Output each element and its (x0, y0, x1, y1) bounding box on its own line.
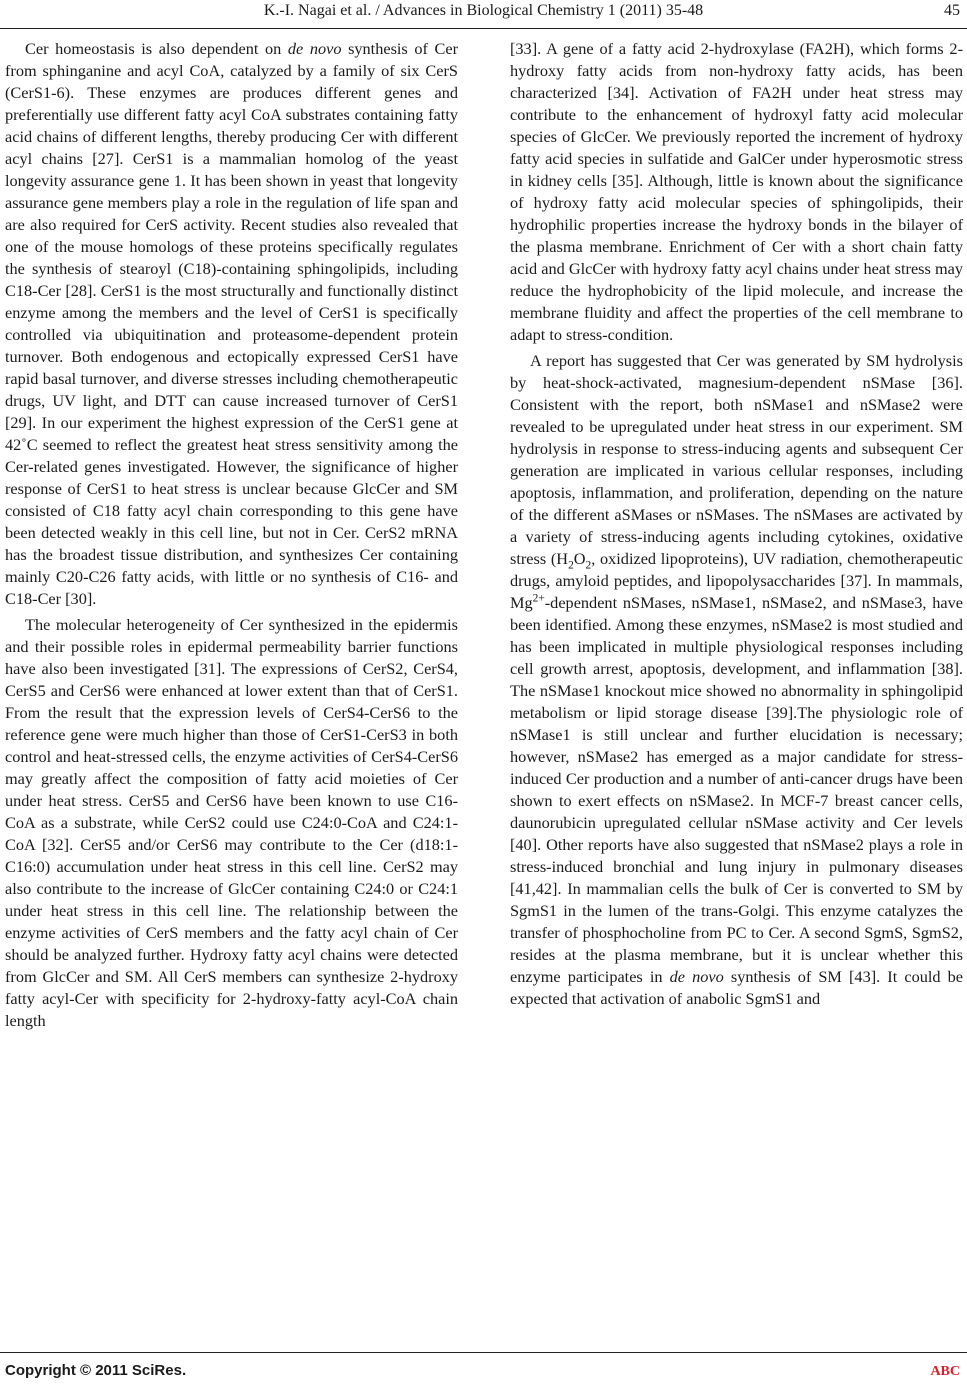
page-header (0, 0, 967, 34)
italic-term: de novo (287, 39, 342, 58)
text-span: -dependent nSMases, nSMase1, nSMase2, and nSMase3, have been identified. Among these enzymes, nSMase2 is most studied and has been implicated in multiple physiological responses including cell growth arrest, apoptosis, development, and inflammation [38]. The nSMase1 knockout mice showed no abnormality in sphingolipid metabolism or lipid storage disease [39].The physiologic role of nSMase1 is still unclear and further elucidation is necessary; however, nSMase2 has emerged as a major candidate for stress-induced Cer production and a number of anti-cancer drugs have been shown to exert effects on nSMase2. In MCF-7 breast cancer cells, daunorubicin upregulated cellular nSMase activity and Cer levels [40]. Other reports have also suggested that nSMase2 plays a role in stress-induced bronchial and lung injury in pulmonary diseases [41,42]. In mammalian cells the bulk of Cer is converted to SM by SgmS1 in the lumen of the trans-Golgi. This enzyme catalyzes the transfer of phosphocholine from PC to Cer. A second SgmS, SgmS2, resides at the plasma membrane, but it is unclear whether this enzyme participates in (510, 593, 963, 986)
header-rule (0, 28, 967, 29)
text-span: synthesis of SM [43]. It could be expected that activation of anabolic SgmS1 and (510, 967, 963, 1008)
subscript: 2 (585, 559, 592, 572)
paragraph-cer-homeostasis (5, 38, 458, 610)
text-span: , oxidized lipoproteins), UV radiation, chemotherapeutic drugs, amyloid peptides, and lipopolysaccharides [37]. In mammals, Mg (510, 549, 963, 612)
paragraph-fa2h: [33]. A gene of a fatty acid 2-hydroxylase (FA2H), which forms 2-hydroxy fatty acids from non-hydroxy fatty acids, has been characterized [34]. Activation of FA2H under heat stress may contribute to the enhancement of hydroxyl fatty acid molecular species of GlcCer. We previously reported the increment of hydroxy fatty acid species in sulfatide and GalCer under hyperosmotic stress in kidney cells [35]. Although, little is known about the significance of hydroxy fatty acid molecular species of sphingolipids, their hydrophilic properties increase the hydroxy bonds in the bilayer of the plasma membrane. Enrichment of Cer with a short chain fatty acid and GlcCer with hydroxy fatty acyl chains under heat stress may reduce the hydrophobicity of the lipid molecule, and increase the membrane fluidity and affect the properties of the cell membrane to adapt to stress-condition. (510, 39, 963, 344)
paragraph-molecular-heterogeneity: The molecular heterogeneity of Cer synthesized in the epidermis and their possible roles in epidermal permeability barrier functions have also been investigated [31]. The expressions of CerS2, CerS4, CerS5 and CerS6 were enhanced at lower extent than that of CerS1. From the result that the expression levels of CerS4-CerS6 to the reference gene were much higher than those of CerS1-CerS3 in both control and heat-stressed cells, the enzyme activities of CerS4-CerS6 may greatly affect the composition of fatty acid moieties of Cer under heat stress. CerS5 and CerS6 have been known to use C16-CoA as a substrate, while CerS2 could use C24:0-CoA and C24:1-CoA [32]. CerS5 and/or CerS6 may contribute to the Cer (d18:1-C16:0) accumulation under heat stress in this cell line. CerS2 may also contribute to the increase of GlcCer containing C24:0 or C24:1 under heat stress in this cell line. The relationship between the enzyme activities of CerS members and the fatty acyl chain of Cer should be analyzed further. Hydroxy fatty acyl chains were detected from GlcCer and SM. All CerS members can synthesize 2-hydroxy fatty acyl-Cer with specificity for 2-hydroxy-fatty acyl-CoA chain length (5, 615, 458, 1030)
copyright-notice: Copyright © 2011 SciRes. (5, 1362, 187, 1379)
text-span: synthesis of Cer from sphinganine and acyl CoA, catalyzed by a family of six CerS (CerS1-6). These enzymes are produces different genes and preferentially use different fatty acyl CoA substrates containing fatty acid chains of different lengths, thereby producing Cer with different acyl chains [27]. CerS1 is a mammalian homolog of the yeast longevity assurance gene 1. It has been shown in yeast that longevity assurance gene members play a role in the regulation of life span and are also required for CerS activity. Recent studies also revealed that one of the mouse homologs of these proteins specifically regulates the synthesis of stearoyl (C18)-containing sphingolipids, including C18-Cer [28]. CerS1 is the most structurally and functionally distinct enzyme among the members and the level of CerS1 is specifically controlled via ubiquitination and proteasome-dependent protein turnover. Both endogenous and ectopically expressed CerS1 have rapid basal turnover, and diverse stresses including chemotherapeutic drugs, UV light, and DTT can cause increased turnover of CerS1 [29]. In our experiment the highest expression of the CerS1 gene at 42˚C seemed to reflect the greatest heat stress sensitivity among the Cer-related genes investigated. However, the significance of higher response of CerS1 to heat stress is unclear because GlcCer and SM consisted of C18 fatty acyl chain corresponding to this gene have been detected weakly in this cell line, but not in Cer. CerS2 mRNA has the broadest tissue distribution, and synthesizes Cer containing mainly C20-C26 fatty acids, with little or no synthesis of C16- and C18-Cer [30]. (5, 39, 459, 608)
text-span: O (573, 549, 586, 568)
text-span: Cer homeostasis is also dependent on (25, 39, 288, 58)
running-title: K.-I. Nagai et al. / Advances in Biological Chemistry 1 (2011) 35-48 (263, 2, 704, 19)
page-number: 45 (944, 2, 960, 19)
subscript: 2 (568, 559, 574, 572)
footer-rule (0, 1352, 967, 1353)
italic-term: de novo (669, 967, 724, 986)
journal-abbrev: ABC (930, 1364, 960, 1379)
left-column (5, 38, 458, 1032)
right-column (510, 38, 963, 1010)
text-span: A report has suggested that Cer was generated by SM hydrolysis by heat-shock-activated, magnesium-dependent nSMase [36]. Consistent with the report, both nSMase1 and nSMase2 were revealed to be upregulated under heat stress in our experiment. SM hydrolysis in response to stress-inducing agents and subsequent Cer generation are implicated in various cellular responses, including apoptosis, inflammation, and proliferation, depending on the nature of the different aSMases or nSMases. The nSMases are activated by a variety of stress-inducing agents including cytokines, oxidative stress (H (510, 351, 963, 568)
superscript: 2+ (532, 592, 545, 605)
paragraph-nsmase (510, 350, 963, 1010)
